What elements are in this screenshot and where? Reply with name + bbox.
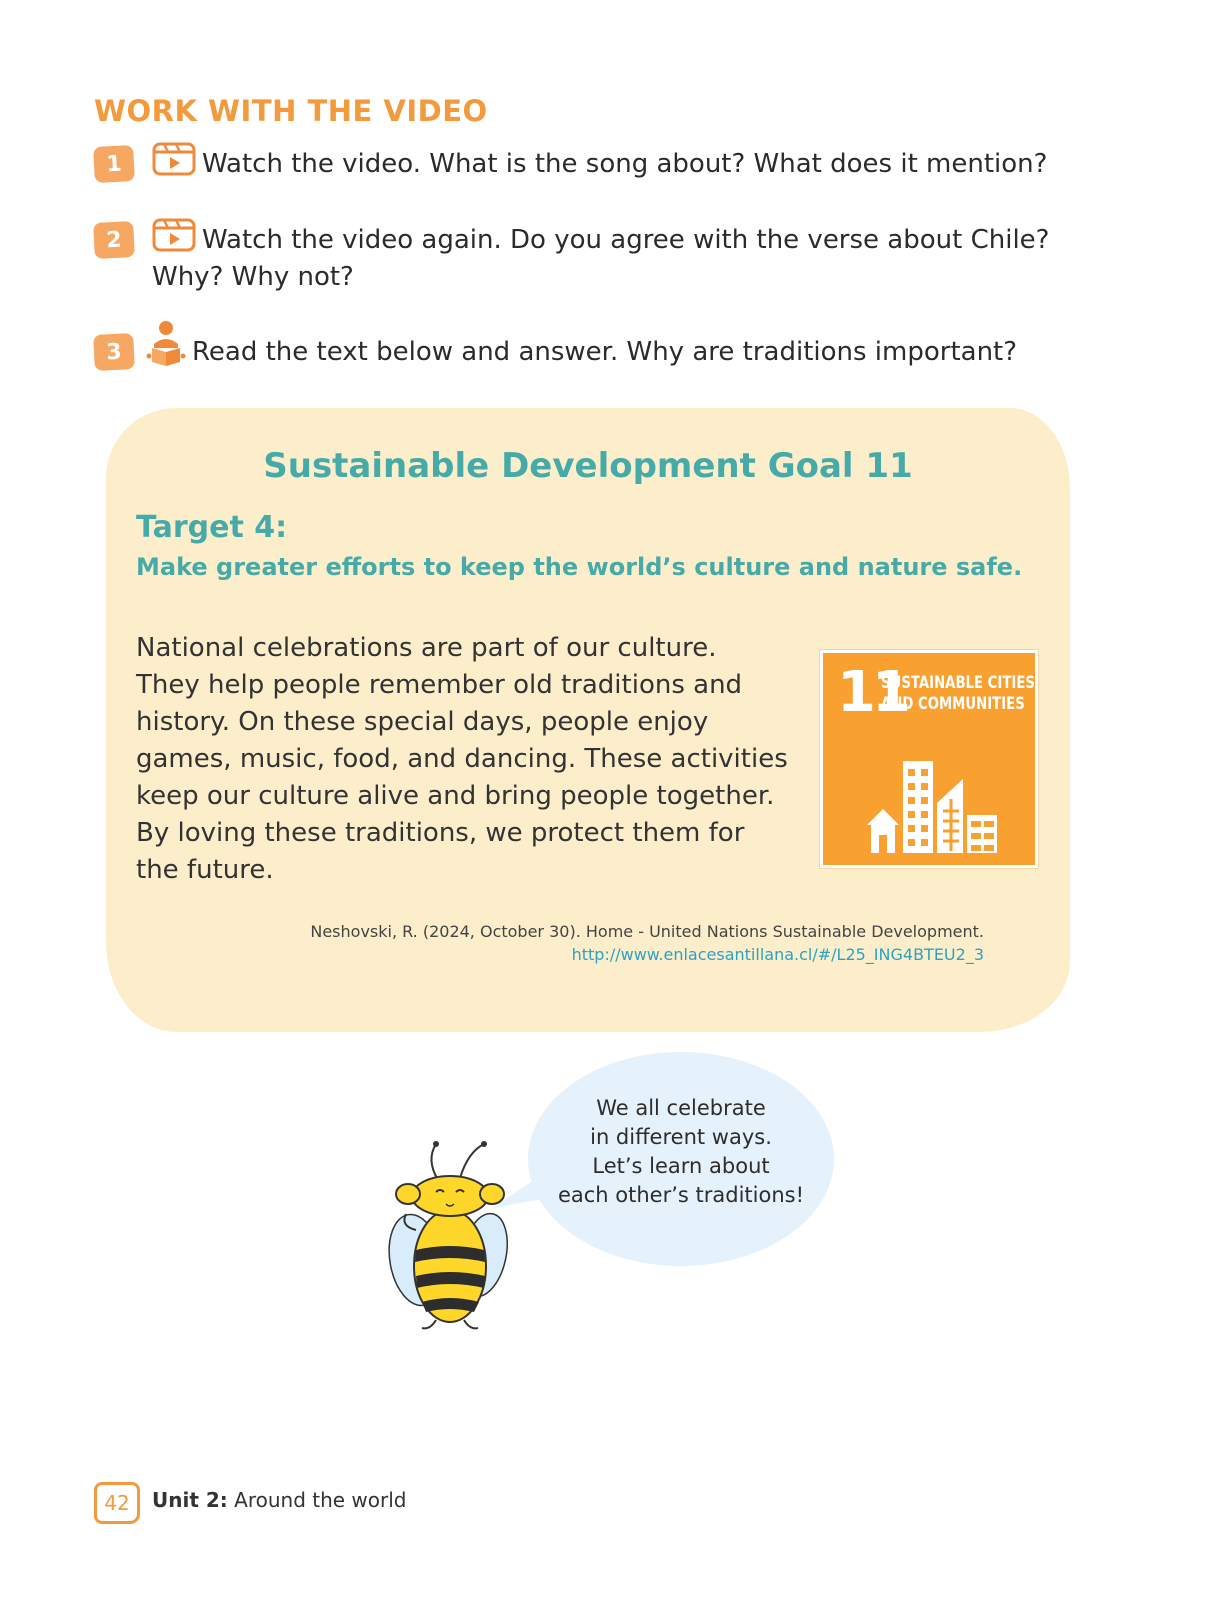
sdg-11-badge bbox=[820, 650, 1038, 868]
body-line: They help people remember old traditions and bbox=[136, 670, 743, 700]
task-number-badge: 2 bbox=[93, 221, 135, 259]
speech-bubble bbox=[528, 1052, 834, 1266]
unit-name: Around the world bbox=[227, 1488, 407, 1512]
task-1-text: Watch the video. What is the song about? What does it mention? bbox=[202, 149, 1048, 179]
bubble-line: each other’s traditions! bbox=[557, 1183, 805, 1207]
task-2-text-line2: Why? Why not? bbox=[152, 262, 354, 292]
target-title: Target 4: bbox=[136, 510, 288, 545]
target-text: Make greater efforts to keep the world’s culture and nature safe. bbox=[136, 553, 1023, 581]
sdg-body-text bbox=[136, 630, 796, 889]
task-number-badge: 3 bbox=[93, 333, 135, 371]
sdg-badge-label-line: SUSTAINABLE CITIES bbox=[881, 673, 1035, 693]
bubble-line: We all celebrate bbox=[596, 1096, 766, 1120]
city-buildings-icon bbox=[863, 759, 999, 855]
sdg-title: Sustainable Development Goal 11 bbox=[263, 446, 913, 486]
body-line: the future. bbox=[136, 855, 274, 885]
body-line: National celebrations are part of our culture. bbox=[136, 633, 717, 663]
sdg-info-card bbox=[106, 408, 1070, 1032]
sdg-badge-label-line: AND COMMUNITIES bbox=[881, 694, 1025, 714]
body-line: By loving these traditions, we protect them for bbox=[136, 818, 745, 848]
video-icon[interactable] bbox=[152, 142, 196, 187]
sdg-badge-label bbox=[881, 673, 1035, 715]
citation bbox=[310, 920, 984, 966]
body-line: keep our culture alive and bring people together. bbox=[136, 781, 775, 811]
body-line: history. On these special days, people enjoy bbox=[136, 707, 709, 737]
body-line: games, music, food, and dancing. These activities bbox=[136, 744, 788, 774]
section-title: WORK WITH THE VIDEO bbox=[94, 94, 488, 128]
sdg-badge-number: 11 bbox=[837, 660, 907, 725]
video-icon[interactable] bbox=[152, 218, 196, 263]
page-number: 42 bbox=[94, 1482, 140, 1524]
speech-bubble-text bbox=[528, 1094, 834, 1210]
unit-title bbox=[152, 1488, 407, 1512]
bee-mascot-icon bbox=[386, 1130, 526, 1340]
unit-label: Unit 2: bbox=[152, 1488, 228, 1512]
bubble-line: Let’s learn about bbox=[592, 1154, 770, 1178]
citation-text: Neshovski, R. (2024, October 30). Home - United Nations Sustainable Development. bbox=[310, 922, 984, 941]
reading-person-icon bbox=[146, 320, 186, 379]
task-number-badge: 1 bbox=[93, 145, 135, 183]
task-2-text: Watch the video again. Do you agree with the verse about Chile? bbox=[202, 225, 1050, 255]
bubble-line: in different ways. bbox=[590, 1125, 772, 1149]
task-3-text: Read the text below and answer. Why are traditions important? bbox=[192, 337, 1018, 367]
citation-link[interactable]: http://www.enlacesantillana.cl/#/L25_ING4BTEU2_3 bbox=[571, 945, 984, 964]
